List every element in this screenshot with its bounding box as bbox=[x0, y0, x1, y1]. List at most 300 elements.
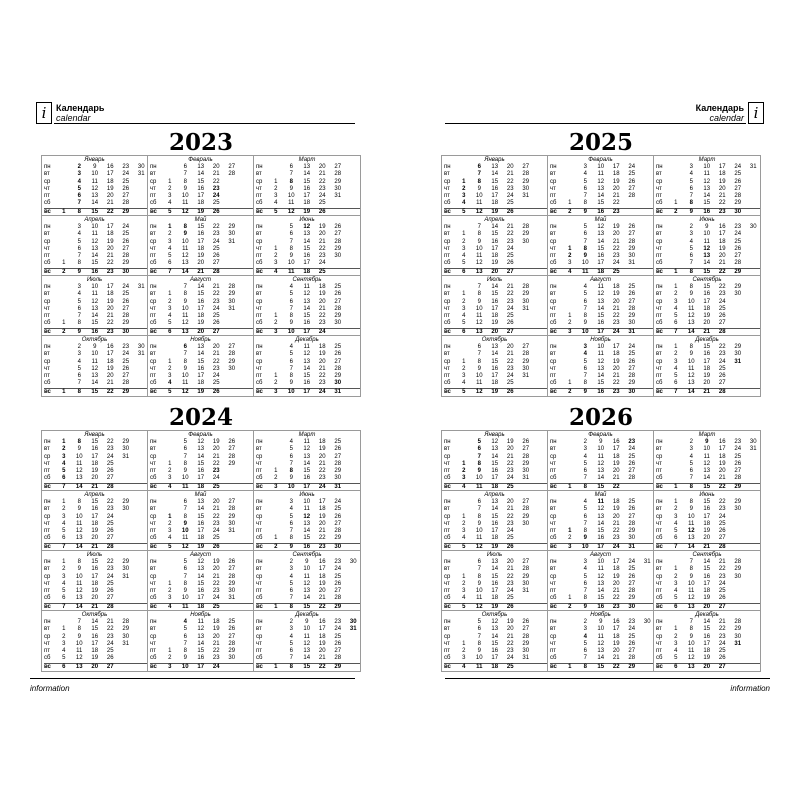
weekday-row bbox=[150, 291, 253, 298]
day-cell: 24 bbox=[122, 171, 130, 178]
day-cell: 25 bbox=[212, 535, 220, 542]
day-cell: 25 bbox=[734, 453, 742, 460]
day-cell: 13 bbox=[75, 535, 83, 542]
weekday-row bbox=[150, 373, 253, 380]
day-cell bbox=[118, 655, 134, 662]
day-cell: 7 bbox=[477, 224, 481, 230]
weekday-label: пн bbox=[256, 619, 263, 625]
day-cell: 29 bbox=[628, 380, 636, 387]
weekday-label: вт bbox=[256, 351, 262, 358]
day-cell bbox=[456, 559, 472, 566]
day-cell: 29 bbox=[228, 291, 236, 298]
weekday-label: пн bbox=[550, 439, 557, 445]
weekday-row bbox=[550, 246, 653, 253]
day-cell: 16 bbox=[197, 231, 205, 238]
day-cell: 2 bbox=[462, 365, 466, 372]
day-cell: 14 bbox=[703, 193, 711, 200]
day-cell: 7 bbox=[583, 588, 587, 595]
day-cell: 15 bbox=[491, 573, 499, 580]
day-cell: 6 bbox=[477, 559, 481, 565]
day-cell: 11 bbox=[597, 453, 604, 460]
day-cell: 4 bbox=[168, 483, 172, 490]
day-cell: 19 bbox=[703, 595, 711, 602]
month-1 bbox=[442, 156, 548, 216]
weekday-row bbox=[550, 655, 653, 662]
weekday-row bbox=[444, 641, 547, 648]
day-cell: 8 bbox=[583, 483, 587, 490]
day-cell: 20 bbox=[212, 446, 220, 453]
day-cell: 30 bbox=[628, 603, 636, 610]
day-cell: 13 bbox=[597, 298, 605, 305]
day-cell: 26 bbox=[212, 208, 220, 215]
day-cell: 18 bbox=[197, 380, 205, 387]
day-cell: 2 bbox=[568, 208, 572, 215]
month-name: Май bbox=[194, 217, 207, 223]
day-cell bbox=[518, 535, 534, 542]
day-cell: 21 bbox=[318, 528, 326, 535]
day-cell: 21 bbox=[506, 453, 514, 460]
weekday-row bbox=[44, 193, 147, 200]
weekday-row bbox=[256, 320, 360, 327]
day-cell bbox=[56, 231, 72, 238]
day-cell: 16 bbox=[718, 439, 726, 445]
weekday-label: пт bbox=[656, 648, 662, 655]
day-cell: 15 bbox=[597, 595, 605, 602]
day-cell: 24 bbox=[628, 559, 636, 565]
day-cell bbox=[346, 634, 362, 641]
month-name: Август bbox=[589, 552, 612, 558]
day-cell: 25 bbox=[334, 506, 342, 513]
day-cell: 25 bbox=[122, 291, 130, 298]
day-cell: 17 bbox=[91, 573, 99, 580]
weekday-row bbox=[44, 313, 147, 320]
day-cell: 4 bbox=[583, 499, 587, 505]
day-cell: 9 bbox=[183, 655, 187, 662]
day-cell: 10 bbox=[91, 171, 99, 178]
day-cell: 29 bbox=[522, 291, 530, 298]
day-cell bbox=[268, 231, 284, 238]
weekday-label: пт bbox=[444, 648, 450, 655]
info-icon: i bbox=[748, 102, 764, 124]
day-cell: 10 bbox=[687, 358, 695, 365]
weekday-label: чт bbox=[44, 580, 50, 587]
weekday-row bbox=[150, 306, 253, 313]
day-cell: 18 bbox=[612, 284, 620, 290]
day-cell: 30 bbox=[228, 588, 236, 595]
weekday-row bbox=[150, 344, 253, 351]
day-cell: 27 bbox=[212, 260, 220, 267]
day-cell bbox=[746, 253, 762, 260]
day-cell: 9 bbox=[183, 468, 187, 475]
day-cell: 22 bbox=[106, 626, 114, 633]
day-cell: 11 bbox=[476, 253, 483, 260]
month-name: Июнь bbox=[699, 492, 715, 498]
day-cell bbox=[56, 284, 72, 291]
weekday-row bbox=[444, 171, 547, 178]
day-cell: 21 bbox=[612, 305, 620, 312]
day-cell bbox=[668, 559, 684, 566]
day-cell: 20 bbox=[318, 648, 326, 655]
day-cell: 2 bbox=[77, 164, 81, 170]
day-cell: 11 bbox=[597, 499, 604, 505]
day-cell bbox=[562, 179, 578, 186]
weekday-row bbox=[44, 344, 147, 351]
day-cell: 9 bbox=[77, 633, 81, 640]
day-cell: 15 bbox=[91, 499, 99, 505]
weekday-row bbox=[550, 634, 653, 641]
weekday-label: пт bbox=[44, 373, 50, 380]
weekday-label: ср bbox=[550, 573, 557, 580]
day-cell: 7 bbox=[477, 453, 481, 460]
weekday-row bbox=[44, 641, 147, 648]
weekday-label: сб bbox=[150, 320, 157, 327]
day-cell: 24 bbox=[106, 513, 114, 520]
day-cell: 3 bbox=[583, 344, 587, 350]
day-cell: 24 bbox=[718, 358, 726, 365]
day-cell: 31 bbox=[628, 260, 636, 267]
month-11 bbox=[548, 611, 654, 671]
weekday-row bbox=[656, 454, 760, 461]
day-cell bbox=[562, 351, 578, 358]
day-cell: 5 bbox=[274, 208, 278, 215]
day-cell bbox=[268, 521, 284, 528]
day-cell: 23 bbox=[212, 298, 220, 305]
weekday-label: вс bbox=[550, 328, 557, 335]
day-cell: 26 bbox=[628, 506, 636, 513]
day-cell: 30 bbox=[749, 439, 757, 445]
day-cell: 15 bbox=[491, 460, 499, 467]
year-title: 2023 bbox=[168, 129, 233, 156]
day-cell bbox=[746, 246, 762, 253]
day-cell bbox=[730, 664, 746, 671]
day-cell: 19 bbox=[106, 185, 114, 192]
month-name: Март bbox=[698, 432, 716, 438]
day-cell: 11 bbox=[91, 358, 98, 365]
day-cell: 13 bbox=[197, 164, 205, 170]
day-cell: 28 bbox=[122, 253, 130, 260]
weekday-label: ср bbox=[150, 573, 157, 580]
day-cell: 30 bbox=[734, 573, 742, 580]
day-cell: 28 bbox=[522, 453, 530, 460]
day-cell bbox=[640, 574, 656, 581]
weekday-label: пт bbox=[150, 313, 156, 320]
weekday-label: пн bbox=[656, 284, 663, 290]
day-cell: 27 bbox=[122, 373, 130, 380]
weekday-label: вт bbox=[550, 351, 556, 358]
day-cell: 11 bbox=[688, 588, 695, 595]
day-cell bbox=[746, 475, 762, 482]
day-cell: 19 bbox=[318, 446, 326, 453]
day-cell: 28 bbox=[334, 171, 342, 178]
weekday-row bbox=[256, 260, 360, 267]
day-cell: 9 bbox=[689, 573, 693, 580]
day-cell: 21 bbox=[212, 453, 220, 460]
weekday-row bbox=[444, 366, 547, 373]
day-cell bbox=[56, 171, 72, 178]
day-cell: 4 bbox=[274, 268, 278, 275]
day-cell: 21 bbox=[703, 328, 711, 335]
weekday-label: пт bbox=[444, 313, 450, 320]
day-cell: 30 bbox=[522, 185, 530, 192]
day-cell: 23 bbox=[212, 468, 220, 475]
day-cell: 12 bbox=[91, 185, 99, 192]
day-cell: 20 bbox=[612, 580, 620, 587]
day-cell: 5 bbox=[689, 460, 693, 467]
day-cell bbox=[330, 260, 346, 267]
day-cell: 19 bbox=[303, 208, 311, 215]
day-cell: 18 bbox=[491, 380, 499, 387]
day-cell bbox=[640, 581, 656, 588]
day-cell: 30 bbox=[628, 253, 636, 260]
weekday-label: сб bbox=[550, 380, 557, 387]
weekday-label: пт bbox=[550, 648, 556, 655]
day-cell: 5 bbox=[462, 543, 466, 550]
weekday-label: пт bbox=[256, 253, 262, 260]
weekday-row bbox=[550, 239, 653, 246]
weekday-label: ср bbox=[256, 573, 263, 580]
day-cell bbox=[118, 475, 134, 482]
weekday-row bbox=[550, 483, 653, 491]
day-cell bbox=[624, 484, 640, 491]
month-name: Апрель bbox=[84, 492, 105, 498]
weekday-row bbox=[256, 344, 360, 351]
weekday-row bbox=[256, 535, 360, 542]
weekday-row bbox=[656, 619, 760, 626]
day-cell: 7 bbox=[289, 595, 293, 602]
day-cell: 18 bbox=[491, 535, 499, 542]
day-cell: 12 bbox=[597, 460, 605, 467]
weekday-row bbox=[550, 559, 653, 566]
day-cell: 6 bbox=[62, 595, 66, 602]
day-cell bbox=[640, 664, 656, 671]
day-cell bbox=[456, 506, 472, 513]
day-cell: 18 bbox=[106, 358, 114, 365]
day-cell: 29 bbox=[122, 208, 130, 215]
day-cell bbox=[56, 344, 72, 351]
day-cell: 2 bbox=[168, 588, 172, 595]
weekday-label: сб bbox=[444, 535, 451, 542]
day-cell: 26 bbox=[212, 253, 220, 260]
day-cell: 29 bbox=[628, 663, 636, 670]
day-cell: 3 bbox=[568, 328, 572, 335]
day-cell: 27 bbox=[734, 253, 742, 260]
day-cell: 3 bbox=[62, 513, 66, 520]
weekday-row bbox=[656, 239, 760, 246]
weekday-row bbox=[656, 260, 760, 267]
weekday-row bbox=[150, 328, 253, 336]
day-cell: 21 bbox=[506, 566, 514, 573]
day-cell: 19 bbox=[491, 603, 499, 610]
day-cell: 1 bbox=[674, 200, 678, 207]
day-cell: 17 bbox=[197, 373, 205, 380]
day-cell: 9 bbox=[583, 208, 587, 215]
day-cell: 1 bbox=[568, 200, 572, 207]
day-cell bbox=[640, 604, 656, 611]
weekday-label: сб bbox=[44, 260, 51, 267]
day-cell: 3 bbox=[274, 388, 278, 395]
day-cell: 18 bbox=[318, 506, 326, 513]
day-cell: 9 bbox=[705, 224, 709, 230]
day-cell: 18 bbox=[318, 573, 326, 580]
day-cell: 27 bbox=[334, 298, 342, 305]
month-name: Июнь bbox=[299, 217, 315, 223]
day-cell: 28 bbox=[522, 351, 530, 358]
weekday-row bbox=[550, 475, 653, 482]
day-cell: 16 bbox=[703, 208, 711, 215]
day-cell: 19 bbox=[612, 358, 620, 365]
weekday-row bbox=[150, 641, 253, 648]
day-cell: 9 bbox=[689, 506, 693, 513]
day-cell: 15 bbox=[491, 291, 499, 298]
day-cell: 23 bbox=[734, 439, 742, 445]
weekday-row bbox=[550, 224, 653, 231]
day-cell: 31 bbox=[228, 528, 236, 535]
weekday-label: пн bbox=[550, 284, 557, 290]
month-name: Февраль bbox=[588, 157, 613, 163]
day-cell: 10 bbox=[181, 663, 189, 670]
day-cell: 2 bbox=[462, 648, 466, 655]
day-cell bbox=[730, 306, 746, 313]
day-cell: 18 bbox=[303, 200, 311, 207]
day-cell: 25 bbox=[628, 351, 636, 358]
day-cell: 18 bbox=[491, 200, 499, 207]
day-cell: 1 bbox=[62, 260, 66, 267]
day-cell bbox=[518, 329, 534, 336]
day-cell: 24 bbox=[122, 351, 130, 358]
day-cell: 21 bbox=[212, 171, 220, 178]
day-cell: 6 bbox=[477, 164, 481, 170]
weekday-label: вт bbox=[256, 506, 262, 513]
day-cell: 28 bbox=[718, 543, 726, 550]
weekday-label: чт bbox=[656, 640, 662, 647]
day-cell: 15 bbox=[197, 291, 205, 298]
day-cell: 11 bbox=[303, 439, 310, 445]
day-cell: 7 bbox=[674, 388, 678, 395]
day-cell: 17 bbox=[491, 475, 499, 482]
weekday-label: ср bbox=[656, 453, 663, 460]
day-cell: 12 bbox=[303, 224, 311, 230]
day-cell: 9 bbox=[689, 291, 693, 298]
day-cell: 3 bbox=[168, 595, 172, 602]
day-cell: 21 bbox=[212, 506, 220, 513]
day-cell: 28 bbox=[334, 595, 342, 602]
day-cell: 7 bbox=[583, 238, 587, 245]
weekday-label: пн bbox=[444, 284, 451, 290]
day-cell: 20 bbox=[91, 663, 99, 670]
day-cell: 27 bbox=[628, 648, 636, 655]
day-cell: 3 bbox=[168, 528, 172, 535]
day-cell: 5 bbox=[62, 588, 66, 595]
day-cell bbox=[162, 506, 178, 513]
day-cell: 22 bbox=[212, 358, 220, 365]
weekday-row bbox=[256, 253, 360, 260]
day-cell: 27 bbox=[628, 185, 636, 192]
day-cell: 3 bbox=[689, 446, 693, 453]
day-cell: 20 bbox=[703, 320, 711, 327]
weekday-label: вс bbox=[444, 663, 451, 670]
day-cell: 10 bbox=[75, 453, 83, 460]
weekday-row bbox=[150, 231, 253, 238]
day-cell: 4 bbox=[289, 284, 293, 290]
day-cell: 12 bbox=[475, 320, 483, 327]
weekday-label: вс bbox=[656, 483, 663, 490]
day-cell: 25 bbox=[122, 358, 130, 365]
day-cell: 30 bbox=[334, 475, 342, 482]
day-cell bbox=[668, 461, 684, 468]
month-name: Февраль bbox=[588, 432, 613, 438]
day-cell: 6 bbox=[477, 446, 481, 453]
day-cell bbox=[268, 528, 284, 535]
day-cell: 3 bbox=[289, 499, 293, 505]
day-cell: 24 bbox=[212, 238, 220, 245]
weekday-row bbox=[150, 224, 253, 231]
month-7 bbox=[442, 276, 548, 336]
weekday-row bbox=[44, 521, 147, 528]
day-cell: 9 bbox=[77, 446, 81, 453]
day-cell: 19 bbox=[612, 291, 620, 298]
day-cell: 9 bbox=[583, 253, 587, 260]
weekday-row bbox=[656, 208, 760, 216]
day-cell: 27 bbox=[334, 453, 342, 460]
day-cell: 4 bbox=[62, 580, 66, 587]
weekday-label: вс bbox=[44, 603, 51, 610]
day-cell bbox=[562, 284, 578, 291]
day-cell: 20 bbox=[491, 268, 499, 275]
day-cell: 10 bbox=[687, 298, 695, 305]
weekday-label: вт bbox=[444, 506, 450, 513]
weekday-label: вс bbox=[444, 603, 451, 610]
day-cell: 9 bbox=[183, 298, 187, 305]
day-cell: 5 bbox=[289, 446, 293, 453]
day-cell: 20 bbox=[612, 513, 620, 520]
weekday-row bbox=[150, 171, 253, 178]
day-cell: 18 bbox=[491, 595, 499, 602]
weekday-label: пт bbox=[444, 588, 450, 595]
day-cell: 16 bbox=[91, 446, 99, 453]
weekday-label: сб bbox=[550, 595, 557, 602]
day-cell: 21 bbox=[106, 313, 114, 320]
day-cell: 23 bbox=[212, 231, 220, 238]
day-cell: 21 bbox=[318, 460, 326, 467]
weekday-row bbox=[444, 461, 547, 468]
day-cell: 18 bbox=[106, 178, 114, 185]
day-cell: 26 bbox=[628, 640, 636, 647]
weekday-label: пн bbox=[256, 344, 263, 350]
day-cell: 3 bbox=[674, 298, 678, 305]
day-cell: 25 bbox=[212, 200, 220, 207]
day-cell: 13 bbox=[303, 164, 311, 170]
weekday-label: вс bbox=[150, 663, 157, 670]
day-cell: 22 bbox=[612, 595, 620, 602]
day-cell: 25 bbox=[334, 344, 342, 350]
weekday-label: ср bbox=[44, 513, 51, 520]
day-cell: 9 bbox=[477, 298, 481, 305]
day-cell: 16 bbox=[197, 298, 205, 305]
day-cell: 12 bbox=[91, 365, 99, 372]
day-cell: 29 bbox=[734, 499, 742, 505]
day-cell: 24 bbox=[506, 475, 514, 482]
day-cell: 17 bbox=[303, 260, 311, 267]
day-cell: 25 bbox=[718, 520, 726, 527]
day-cell bbox=[562, 306, 578, 313]
day-cell bbox=[668, 246, 684, 253]
day-cell: 8 bbox=[583, 313, 587, 320]
weekday-label: вс bbox=[256, 543, 263, 550]
day-cell: 30 bbox=[122, 328, 130, 335]
day-cell: 16 bbox=[597, 253, 605, 260]
weekday-row bbox=[550, 171, 653, 178]
day-cell: 16 bbox=[303, 185, 311, 192]
